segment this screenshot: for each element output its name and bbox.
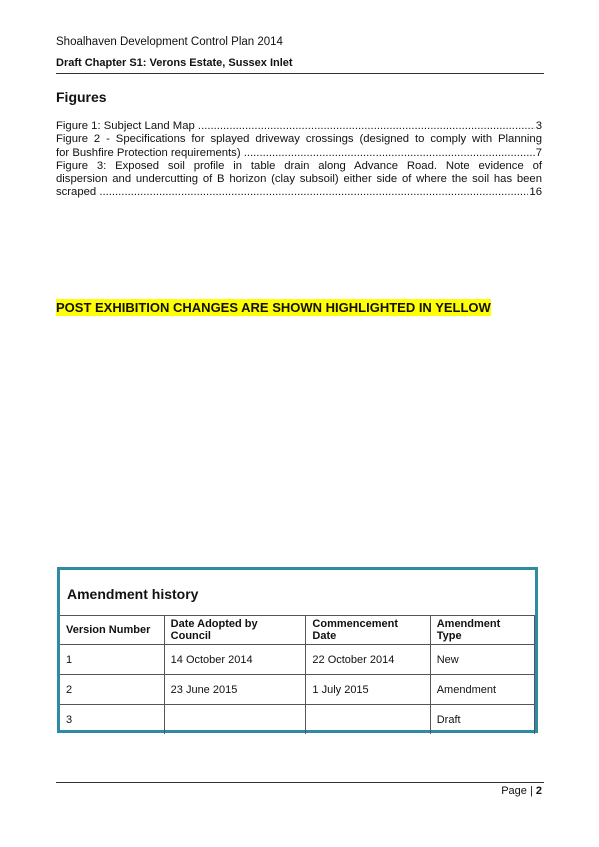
column-header: Date Adopted by Council <box>164 616 306 645</box>
toc-entry-figure-3[interactable] <box>56 160 542 200</box>
toc-entry-text: Figure 1: Subject Land Map ..... <box>56 120 535 133</box>
table-cell: Draft <box>430 705 534 735</box>
page-label: Page | <box>501 785 536 797</box>
table-cell <box>164 705 306 735</box>
toc-entry-text: scraped ..... <box>56 186 528 199</box>
page-header <box>56 35 544 70</box>
toc-entry-figure-2[interactable] <box>56 133 542 160</box>
table-header-row <box>60 616 535 645</box>
page-footer <box>501 785 542 797</box>
header-divider <box>56 73 544 74</box>
toc-entry-text: Figure 2 - Specifications for splayed driveway crossings (designed to comply with Planning <box>56 133 542 146</box>
document-title: Shoalhaven Development Control Plan 2014 <box>56 36 283 48</box>
chapter-title: Draft Chapter S1: Verons Estate, Sussex Inlet <box>56 57 293 69</box>
amendment-table <box>60 615 535 734</box>
toc-entry-page: 3 <box>535 120 542 132</box>
table-cell: 23 June 2015 <box>164 675 306 705</box>
table-cell: Amendment <box>430 675 534 705</box>
table-cell: 14 October 2014 <box>164 645 306 675</box>
column-header: Version Number <box>60 616 164 645</box>
figures-list <box>56 120 542 200</box>
column-header: Amendment Type <box>430 616 534 645</box>
amendment-history-title: Amendment history <box>67 586 199 602</box>
toc-entry-text: Figure 3: Exposed soil profile in table drain along Advance Road. Note evidence of <box>56 159 542 172</box>
post-exhibition-notice: POST EXHIBITION CHANGES ARE SHOWN HIGHLIGHTED IN YELLOW <box>56 300 491 315</box>
toc-entry-figure-1[interactable] <box>56 120 542 133</box>
footer-divider <box>56 782 544 783</box>
table-row <box>60 645 535 675</box>
table-row <box>60 705 535 735</box>
table-cell: New <box>430 645 534 675</box>
table-cell: 1 July 2015 <box>306 675 430 705</box>
table-cell: 22 October 2014 <box>306 645 430 675</box>
table-cell: 2 <box>60 675 164 705</box>
toc-entry-text: for Bushfire Protection requirements) ..... <box>56 147 535 160</box>
toc-entry-page: 7 <box>535 146 542 159</box>
toc-entry-page: 16 <box>529 186 542 199</box>
page-number: 2 <box>535 785 542 797</box>
figures-heading: Figures <box>56 89 107 105</box>
column-header: Commencement Date <box>306 616 430 645</box>
table-row <box>60 675 535 705</box>
toc-entry-text: dispersion and undercutting of B horizon (clay subsoil) either side of where the soil has been <box>56 173 542 186</box>
amendment-history-box <box>57 567 538 733</box>
table-cell: 3 <box>60 705 164 735</box>
table-cell <box>306 705 430 735</box>
table-cell: 1 <box>60 645 164 675</box>
